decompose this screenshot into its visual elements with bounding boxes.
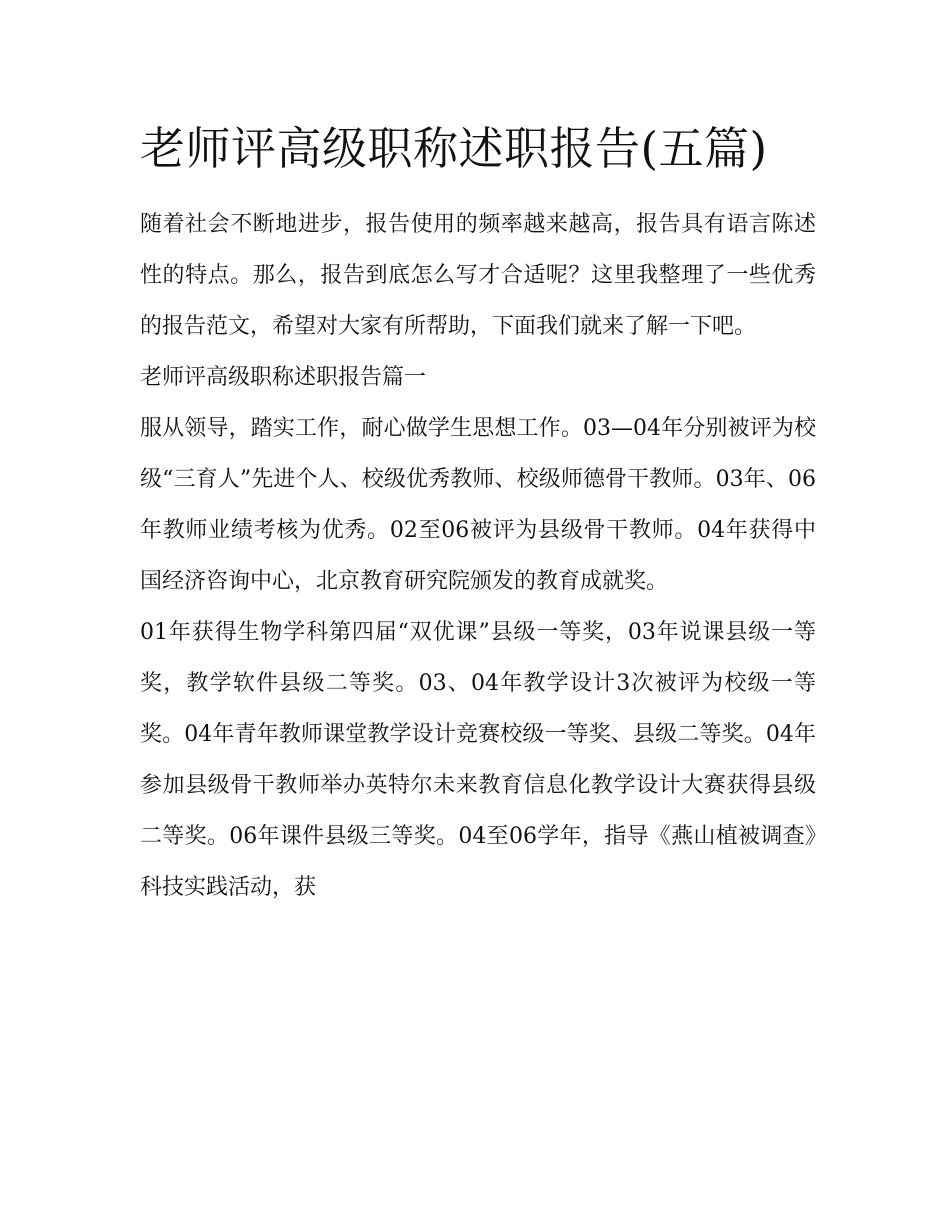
document-title: 老师评高级职称述职报告(五篇)	[140, 122, 768, 175]
intro-paragraph: 随着社会不断地进步，报告使用的频率越来越高，报告具有语言陈述性的特点。那么，报告到底怎么写才合适呢？这里我整理了一些优秀的报告范文，希望对大家有所帮助，下面我们就来了解一下吧。	[140, 212, 816, 339]
document-body	[140, 112, 816, 913]
body-paragraph-2: 01年获得生物学科第四届“双优课”县级一等奖，03年说课县级一等奖，教学软件县级二等奖。03、04年教学设计3次被评为校级一等奖。04年青年教师课堂教学设计竞赛校级一等奖、县级二等奖。04年参加县级骨干教师举办英特尔未来教育信息化教学设计大赛获得县级二等奖。06年课件县级三等奖。04至06学年，指导《燕山植被调查》科技实践活动，获	[140, 620, 816, 900]
body-paragraph-1: 服从领导，踏实工作，耐心做学生思想工作。03—04年分别被评为校级“三育人”先进个人、校级优秀教师、校级师德骨干教师。03年、06年教师业绩考核为优秀。02至06被评为县级骨干教师。04年获得中国经济咨询中心，北京教育研究院颁发的教育成就奖。	[140, 416, 816, 594]
section-heading: 老师评高级职称述职报告篇一	[140, 365, 427, 390]
